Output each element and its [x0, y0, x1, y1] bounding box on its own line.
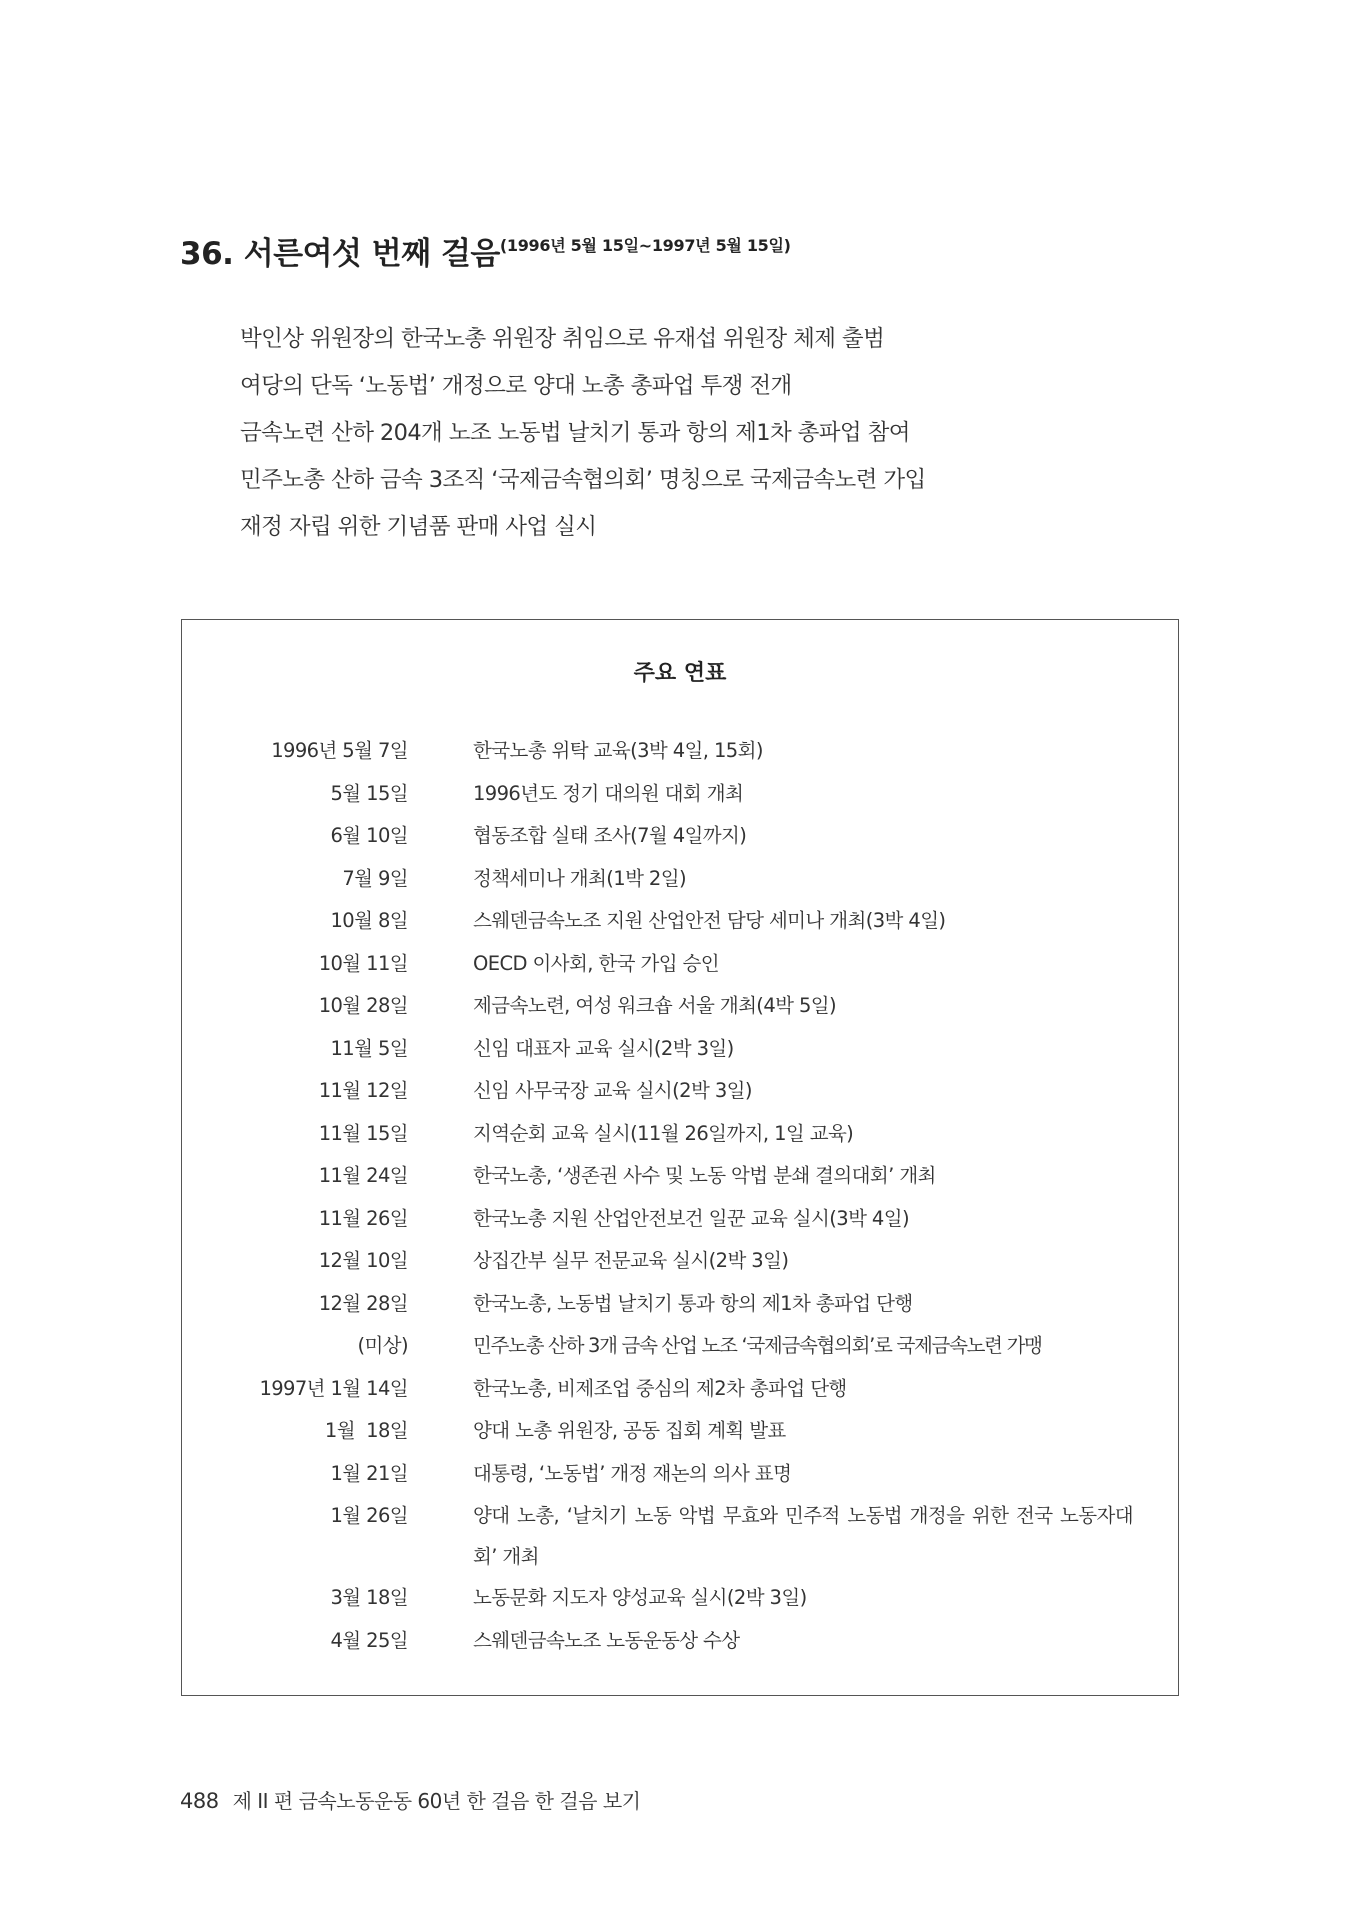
chronology-date: 5월 15일 [330, 781, 408, 805]
chronology-date: 12월 10일 [318, 1249, 408, 1272]
chronology-date: 11월 26일 [318, 1206, 408, 1230]
chronology-row [182, 1620, 1178, 1663]
chronology-row [182, 773, 1178, 816]
chronology-box [181, 619, 1179, 1696]
chronology-event: 한국노총 지원 산업안전보건 일꾼 교육 실시(3박 4일) [473, 1206, 909, 1230]
chronology-row [182, 1240, 1178, 1283]
summary-line: 여당의 단독 ‘노동법’ 개정으로 양대 노총 총파업 투쟁 전개 [240, 373, 792, 399]
chronology-event: 양대 노총, ‘날치기 노동 악법 무효와 민주적 노동법 개정을 위한 전국 노동자대회’ 개최 [473, 1504, 1133, 1568]
summary-line: 재정 자립 위한 기념품 판매 사업 실시 [240, 514, 597, 540]
chronology-row [182, 1028, 1178, 1071]
summary-line: 민주노총 산하 금속 3조직 ‘국제금속협의회’ 명칭으로 국제금속노련 가입 [240, 467, 926, 493]
chronology-row [182, 1495, 1178, 1577]
section-title-range: (1996년 5월 15일~1997년 5월 15일) [499, 236, 791, 255]
chronology-event: OECD 이사회, 한국 가입 승인 [473, 951, 720, 975]
chronology-date: 11월 5일 [330, 1036, 408, 1060]
chronology-row [182, 1070, 1178, 1113]
chronology-row [182, 858, 1178, 901]
summary-list [240, 316, 926, 551]
chronology-row [182, 943, 1178, 986]
chronology-date: 6월 10일 [330, 824, 408, 847]
chronology-event: 신임 대표자 교육 실시(2박 3일) [473, 1036, 734, 1060]
chronology-event: 제금속노련, 여성 워크숍 서울 개최(4박 5일) [473, 994, 837, 1017]
chronology-row [182, 1283, 1178, 1326]
section-title-main: 36. 서른여섯 번째 걸음 [180, 236, 500, 272]
chronology-date: 10월 11일 [318, 951, 408, 975]
chronology-event: 스웨덴금속노조 지원 산업안전 담당 세미나 개최(3박 4일) [473, 909, 946, 932]
chronology-event: 노동문화 지도자 양성교육 실시(2박 3일) [473, 1586, 807, 1609]
chronology-row [182, 985, 1178, 1028]
chronology-row [182, 1577, 1178, 1620]
chronology-row [182, 1325, 1178, 1368]
running-footer-text: 제 II 편 금속노동운동 60년 한 걸음 한 걸음 보기 [232, 1789, 641, 1813]
chronology-date: 12월 28일 [318, 1291, 408, 1315]
chronology-date: 11월 24일 [318, 1164, 408, 1187]
chronology-event: 지역순회 교육 실시(11월 26일까지, 1일 교육) [473, 1121, 854, 1145]
chronology-event: 한국노총, 노동법 날치기 통과 항의 제1차 총파업 단행 [473, 1291, 913, 1315]
chronology-row [182, 730, 1178, 773]
chronology-date: 10월 8일 [330, 909, 408, 932]
chronology-row [182, 1368, 1178, 1411]
chronology-event: 대통령, ‘노동법’ 개정 재논의 의사 표명 [473, 1461, 792, 1485]
chronology-row [182, 1410, 1178, 1453]
chronology-date: 1996년 5월 7일 [271, 739, 408, 762]
chronology-date: 1월 26일 [330, 1504, 408, 1527]
chronology-heading: 주요 연표 [633, 661, 727, 686]
chronology-row [182, 1155, 1178, 1198]
chronology-date: 7월 9일 [342, 866, 408, 890]
chronology-date: 1월 18일 [324, 1419, 408, 1442]
chronology-date: (미상) [357, 1334, 408, 1357]
section-title [180, 228, 791, 273]
chronology-row [182, 1113, 1178, 1156]
chronology-event: 한국노총 위탁 교육(3박 4일, 15회) [473, 739, 763, 762]
chronology-date: 11월 15일 [318, 1121, 408, 1145]
chronology-event: 스웨덴금속노조 노동운동상 수상 [473, 1628, 740, 1652]
chronology-row [182, 1198, 1178, 1241]
chronology-event: 양대 노총 위원장, 공동 집회 계획 발표 [473, 1419, 786, 1442]
chronology-event: 정책세미나 개최(1박 2일) [473, 866, 686, 890]
chronology-event: 한국노총, 비제조업 중심의 제2차 총파업 단행 [473, 1376, 847, 1400]
chronology-date: 11월 12일 [318, 1079, 408, 1102]
page-footer [180, 1785, 641, 1814]
chronology-event: 민주노총 산하 3개 금속 산업 노조 ‘국제금속협의회’로 국제금속노련 가맹 [473, 1334, 1042, 1357]
summary-line: 금속노련 산하 204개 노조 노동법 날치기 통과 항의 제1차 총파업 참여 [240, 420, 910, 446]
chronology-event: 신임 사무국장 교육 실시(2박 3일) [473, 1079, 752, 1102]
chronology-event: 상집간부 실무 전문교육 실시(2박 3일) [473, 1249, 789, 1272]
chronology-date: 3월 18일 [330, 1586, 408, 1609]
chronology-row [182, 815, 1178, 858]
chronology-list [182, 730, 1178, 1662]
summary-line: 박인상 위원장의 한국노총 위원장 취임으로 유재섭 위원장 체제 출범 [240, 326, 885, 352]
chronology-row [182, 900, 1178, 943]
chronology-date: 10월 28일 [318, 994, 408, 1017]
chronology-row [182, 1453, 1178, 1496]
page-number: 488 [180, 1789, 219, 1813]
chronology-event: 한국노총, ‘생존권 사수 및 노동 악법 분쇄 결의대회’ 개최 [473, 1164, 936, 1187]
chronology-date: 1월 21일 [330, 1461, 408, 1485]
chronology-date: 4월 25일 [330, 1628, 408, 1652]
chronology-event: 협동조합 실태 조사(7월 4일까지) [473, 824, 747, 847]
chronology-event: 1996년도 정기 대의원 대회 개최 [473, 781, 744, 805]
chronology-date: 1997년 1월 14일 [259, 1376, 408, 1400]
